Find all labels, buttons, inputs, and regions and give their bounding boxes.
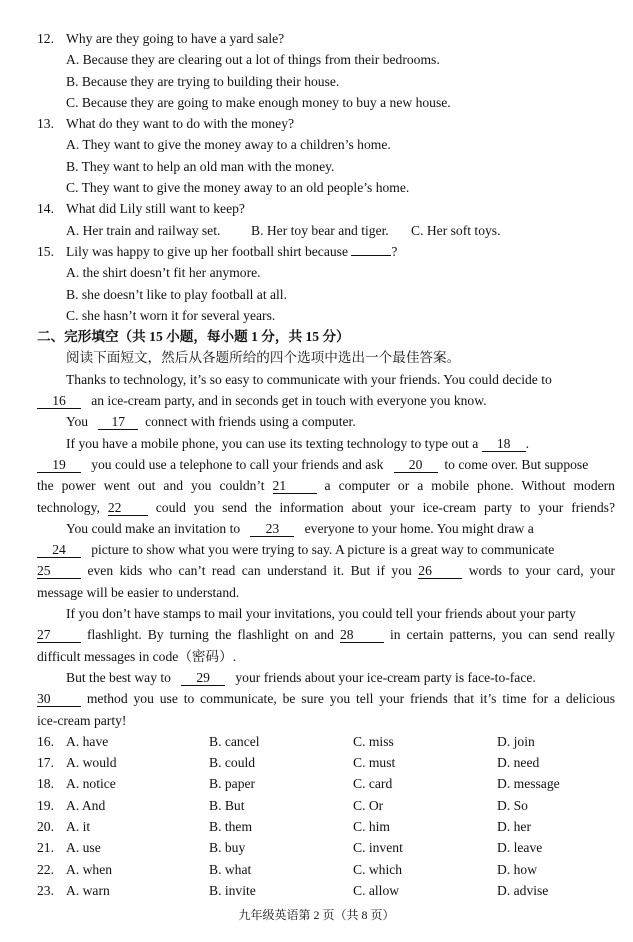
choice-a: A. have — [66, 733, 109, 749]
choice-row-19 — [0, 795, 633, 816]
passage-line — [0, 688, 615, 709]
question-number: 13. — [37, 116, 54, 132]
question-13 — [0, 113, 633, 134]
choice-c: C. him — [353, 818, 391, 834]
choice-number: 22. — [37, 861, 54, 877]
passage-line — [0, 560, 615, 581]
passage-line — [0, 411, 633, 432]
passage-line — [0, 497, 615, 518]
passage-text: . — [525, 435, 530, 451]
passage-text: If you have a mobile phone, you can use its texting technology to type out a — [66, 435, 479, 451]
choice-number: 23. — [37, 882, 54, 898]
page-footer: 九年级英语第 2 页（共 8 页） — [238, 908, 395, 922]
passage-line — [0, 539, 633, 560]
passage-text: connect with friends using a computer. — [145, 414, 356, 430]
answer-blank — [351, 255, 391, 256]
exam-page — [0, 28, 633, 901]
choice-b: B. them — [209, 818, 253, 834]
choice-a: A. use — [66, 840, 101, 856]
blank-22: 22 — [108, 500, 148, 516]
blank-16: 16 — [37, 393, 81, 409]
choice-c: C. miss — [353, 733, 394, 749]
choice-row-22 — [0, 859, 633, 880]
choice-b: B. could — [209, 755, 256, 771]
passage-text: technology, — [37, 499, 100, 515]
option-b: B. Her toy bear and tiger. — [251, 222, 389, 238]
choice-row-21 — [0, 837, 633, 858]
choice-row-17 — [0, 752, 633, 773]
choice-number: 21. — [37, 840, 54, 856]
choice-d: D. advise — [497, 882, 549, 898]
choice-c: C. which — [353, 861, 403, 877]
option: A. They want to give the money away to a children’s home. — [66, 137, 391, 153]
blank-21: 21 — [273, 478, 317, 494]
option: C. Because they are going to make enough money to buy a new house. — [66, 94, 451, 110]
choice-c: C. invent — [353, 840, 403, 856]
passage-text: picture to show what you were trying to say. A picture is a great way to communicate — [91, 542, 555, 558]
question-end: ? — [391, 243, 398, 259]
passage-line — [0, 518, 633, 539]
passage-line — [0, 454, 633, 475]
choice-b: B. buy — [209, 840, 246, 856]
passage-text: to come over. But suppose — [444, 456, 589, 472]
passage-text: flashlight. By turning the flashlight on and — [87, 627, 334, 643]
blank-30: 30 — [37, 691, 81, 707]
choice-b: B. what — [209, 861, 252, 877]
choice-row-18 — [0, 773, 633, 794]
choice-number: 18. — [37, 776, 54, 792]
choice-a: A. warn — [66, 882, 110, 898]
choice-d: D. message — [497, 776, 560, 792]
choice-number: 17. — [37, 755, 54, 771]
passage-line: difficult messages in code（密码）. — [37, 648, 237, 664]
passage-text: You — [66, 414, 89, 430]
choice-b: B. But — [209, 797, 245, 813]
passage-text: an ice-cream party, and in seconds get in touch with everyone you know. — [91, 393, 487, 409]
choice-c: C. must — [353, 755, 396, 771]
blank-29: 29 — [181, 670, 225, 686]
choice-d: D. join — [497, 733, 535, 749]
option: B. Because they are trying to building their house. — [66, 73, 340, 89]
choice-a: A. And — [66, 797, 106, 813]
option: C. They want to give the money away to an old people’s home. — [66, 180, 410, 196]
choice-b: B. paper — [209, 776, 256, 792]
choice-d: D. leave — [497, 840, 543, 856]
choice-d: D. her — [497, 818, 531, 834]
passage-text: method you use to communicate, be sure you tell your friends that it’s time for a delicious — [86, 691, 615, 707]
blank-26: 26 — [418, 563, 462, 579]
question-15 — [0, 241, 633, 262]
blank-28: 28 — [340, 627, 384, 643]
section-instruction: 阅读下面短文，然后从各题所给的四个选项中选出一个最佳答案。 — [66, 350, 461, 366]
blank-27: 27 — [37, 627, 81, 643]
choice-c: C. Or — [353, 797, 384, 813]
choice-a: A. when — [66, 861, 113, 877]
choice-row-23 — [0, 880, 633, 901]
passage-line — [0, 475, 615, 496]
choice-row-16 — [0, 731, 633, 752]
question-number: 15. — [37, 243, 54, 259]
passage-text: everyone to your home. You might draw a — [304, 520, 534, 536]
question-12 — [0, 28, 633, 49]
option-row — [0, 220, 633, 241]
passage-line — [0, 667, 633, 688]
choice-d: D. how — [497, 861, 538, 877]
blank-23: 23 — [250, 521, 294, 537]
choice-a: A. notice — [66, 776, 116, 792]
passage-text: in certain patterns, you can send really — [389, 627, 615, 643]
choice-row-20 — [0, 816, 633, 837]
question-text: Lily was happy to give up her football shirt because — [66, 243, 348, 259]
choice-d: D. need — [497, 755, 540, 771]
question-text: Why are they going to have a yard sale? — [66, 31, 285, 46]
section-title: 二、完形填空（共 15 小题，每小题 1 分，共 15 分） — [37, 329, 350, 345]
choice-number: 19. — [37, 797, 54, 813]
passage-line — [0, 624, 615, 645]
choice-a: A. it — [66, 818, 91, 834]
choice-b: B. invite — [209, 882, 256, 898]
passage-text: You could make an invitation to — [66, 520, 241, 536]
blank-18: 18 — [482, 436, 526, 452]
option: C. she hasn’t worn it for several years. — [66, 307, 276, 323]
choice-c: C. card — [353, 776, 393, 792]
passage-line — [0, 390, 633, 411]
passage-line: If you don’t have stamps to mail your invitations, you could tell your friends about your party — [66, 606, 576, 622]
question-text: What do they want to do with the money? — [66, 116, 295, 132]
passage-line: message will be easier to understand. — [37, 584, 240, 600]
choice-a: A. would — [66, 755, 117, 771]
question-number: 12. — [37, 31, 54, 46]
passage-text: your friends about your ice-cream party is face-to-face. — [235, 669, 536, 685]
blank-24: 24 — [37, 542, 81, 558]
passage-text: even kids who can’t read can understand it. But if you — [87, 563, 412, 579]
option: A. the shirt doesn’t fit her anymore. — [66, 265, 261, 281]
passage-text: could you send the information about your ice-cream party to your friends? — [155, 499, 615, 515]
blank-17: 17 — [98, 414, 138, 430]
option: B. They want to help an old man with the money. — [66, 158, 335, 174]
choice-d: D. So — [497, 797, 528, 813]
option: A. Because they are clearing out a lot of things from their bedrooms. — [66, 52, 440, 68]
choice-number: 16. — [37, 733, 54, 749]
question-text: What did Lily still want to keep? — [66, 201, 245, 217]
question-number: 14. — [37, 201, 54, 217]
passage-text: words to your card, your — [468, 563, 615, 579]
passage-text: a computer or a mobile phone. Without modern — [324, 478, 615, 494]
choice-b: B. cancel — [209, 733, 260, 749]
option: B. she doesn’t like to play football at all. — [66, 286, 287, 302]
question-14 — [0, 198, 633, 219]
blank-19: 19 — [37, 457, 81, 473]
passage-text: the power went out and you couldn’t — [37, 478, 265, 494]
passage-text: you could use a telephone to call your friends and ask — [91, 456, 384, 472]
choice-c: C. allow — [353, 882, 400, 898]
option-c: C. Her soft toys. — [411, 222, 501, 238]
passage-line: ice-cream party! — [37, 712, 127, 728]
passage-text: But the best way to — [66, 669, 171, 685]
blank-20: 20 — [394, 457, 438, 473]
passage-line: Thanks to technology, it’s so easy to communicate with your friends. You could decide to — [66, 371, 552, 387]
passage-line — [0, 433, 633, 454]
option-a: A. Her train and railway set. — [66, 222, 221, 238]
choice-number: 20. — [37, 818, 54, 834]
blank-25: 25 — [37, 563, 81, 579]
